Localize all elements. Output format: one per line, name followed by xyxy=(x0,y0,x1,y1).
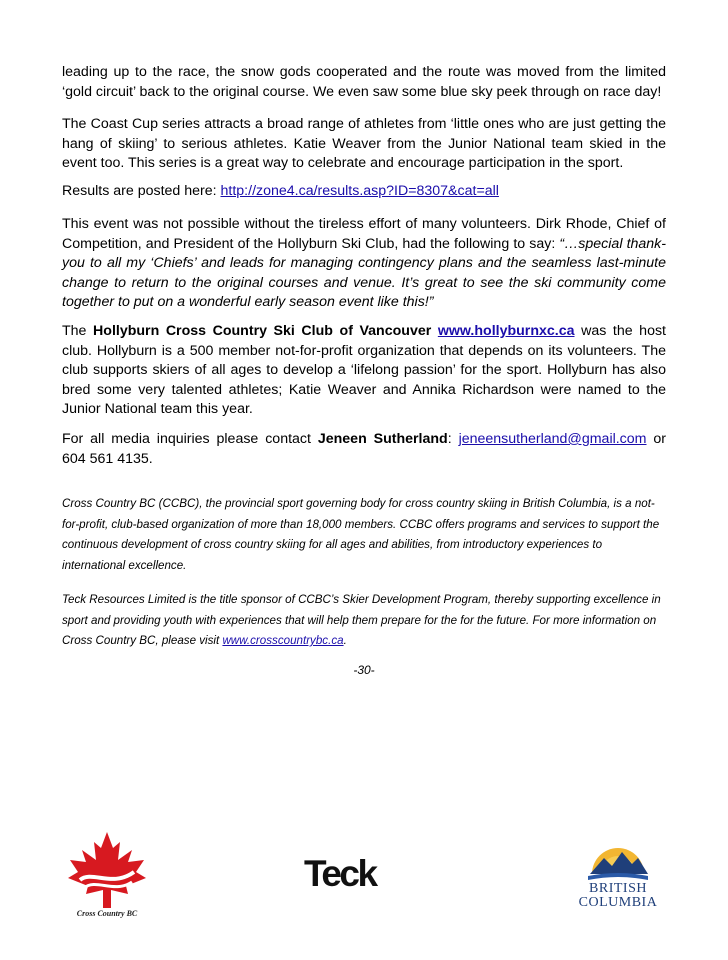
chief-quote: “…special thank-you to all my ‘Chiefs’ and leads for managing contingency plans and the seamless last-minute change to return to the original courses and venue. It’s great to see the ski community come together to put on a wonderful early season event like this!” xyxy=(62,235,667,310)
paragraph-media-contact xyxy=(62,430,666,469)
teck-logo xyxy=(304,850,400,898)
bc-logo-line2: COLUMBIA xyxy=(578,895,658,910)
results-link[interactable]: http://zone4.ca/results.asp?ID=8307&cat=all xyxy=(220,183,499,199)
teck-wordmark: Teck xyxy=(304,853,376,894)
teck-sponsor-period: . xyxy=(343,634,347,647)
paragraph-results xyxy=(62,182,499,202)
hollyburn-link[interactable]: www.hollyburnxc.ca xyxy=(437,323,575,339)
teck-sponsor-text: Teck Resources Limited is the title sponsor of CCBC’s Skier Development Program, thereby supporting excellence in sport and providing youth with experiences that will help them prepare for the for the future. For more information on Cross Country BC, please visit xyxy=(62,593,661,647)
sunset-mountain-icon xyxy=(570,830,666,882)
paragraph-coast-cup: The Coast Cup series attracts a broad range of athletes from ‘little ones who are just getting the hang of skiing’ to serious athletes. Katie Weaver from the Junior National team skied in the event too. This series is a great way to celebrate and encourage participation in the sport. xyxy=(62,116,666,171)
bc-logo-line1: BRITISH xyxy=(589,881,647,896)
paragraph-race-conditions: leading up to the race, the snow gods cooperated and the route was moved from the limited ‘gold circuit’ back to the original course. We even saw some blue sky peek through on race day! xyxy=(62,64,666,100)
ccbc-logo xyxy=(62,830,152,920)
teck-sponsor-paragraph xyxy=(62,590,666,652)
results-label: Results are posted here: xyxy=(62,183,221,199)
british-columbia-logo xyxy=(570,830,666,920)
host-club-the: The xyxy=(62,323,94,339)
end-marker: -30- xyxy=(353,663,375,677)
paragraph-volunteers xyxy=(62,215,666,313)
media-contact-label: For all media inquiries please contact xyxy=(62,431,318,447)
contact-email-link[interactable]: jeneensutherland@gmail.com xyxy=(458,431,647,447)
host-club-text: was the host club. Hollyburn is a 500 member not-for-profit organization that depends on its volunteers. The club supports skiers of all ages to develop a ‘lifelong passion’ for the sport. Hollyburn has also bred some very talented athletes; Katie Weaver and Annika Richardson were named to the Junior National team this year. xyxy=(62,323,666,417)
contact-colon: : xyxy=(447,431,459,447)
volunteers-text: This event was not possible without the tireless effort of many volunteers. Dirk Rhode, Chief of Competition, and President of the Hollyburn Ski Club, had the following to say: xyxy=(62,216,666,252)
contact-name: Jeneen Sutherland xyxy=(317,431,448,447)
host-club-name: Hollyburn Cross Country Ski Club of Vancouver xyxy=(93,323,432,339)
ccbc-logo-text: Cross Country BC xyxy=(76,909,138,918)
paragraph-host-club xyxy=(62,322,666,420)
maple-leaf-icon xyxy=(62,830,152,910)
crosscountrybc-link[interactable]: www.crosscountrybc.ca xyxy=(222,634,344,647)
contact-phone: or 604 561 4135. xyxy=(62,431,667,467)
ccbc-about-paragraph: Cross Country BC (CCBC), the provincial sport governing body for cross country skiing in British Columbia, is a not-for-profit, club-based organization of more than 18,000 members. CCBC offers programs and services to support the continuous development of cross country skiing for all ages and abilities, from introductory experiences to international excellence. xyxy=(62,497,660,572)
